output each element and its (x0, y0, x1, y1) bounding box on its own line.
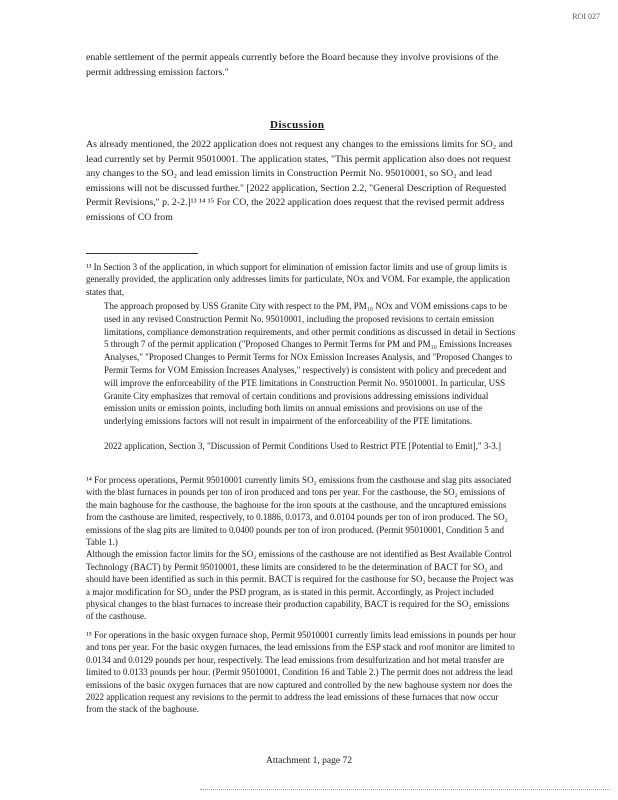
discussion-paragraph (86, 138, 518, 226)
footnote-15 (86, 629, 518, 716)
footnote-divider (86, 253, 198, 254)
document-id: ROI 027 (572, 12, 600, 21)
section-heading: Discussion (270, 119, 325, 131)
footnote-14 (86, 474, 518, 623)
intro-text: enable settlement of the permit appeals currently before the Board because they involve provisions of the permit addressing emission factors." (86, 52, 499, 78)
scan-artifact-line (200, 789, 610, 790)
footnote-14-text: ¹⁴ For process operations, Permit 95010001 currently limits SO₂ emissions from the casthouse and slag pits associated with the blast furnaces in pounds per ton of iron produced and tons per year. For the casthouse, the SO₂ emissions of the main baghouse for the casthouse, the baghouse for the iron spouts at the casthouse, and the uncaptured emissions from the casthouse are limited, respectively, to 0.1886, 0.0173, and 0.0104 pounds per ton of iron produced. The SO₂ emissions of the slag pits are limited to 0.0400 pounds per ton of iron produced. (Permit 95010001, Condition 5 and Table 1.) (86, 475, 512, 548)
page-footer: Attachment 1, page 72 (265, 756, 352, 766)
footnote-13-text: ¹³ In Section 3 of the application, in which support for elimination of emission factor limits and use of group limits is generally provided, the application only addresses limits for particulate, NOx and VOM. For example, the application states that, (86, 262, 510, 297)
quote-citation: 2022 application, Section 3, "Discussion of Permit Conditions Used to Restrict PTE [Potential to Emit]," 3-3.] (104, 441, 502, 451)
block-quote: The approach proposed by USS Granite City with respect to the PM, PM₁₀ NOx and VOM emissions caps to be used in any revised Construction Permit No. 95010001, including the proposed revisions to certain emission limitations, compliance demonstration requirements, and other permit conditions as discussed in detail in Sections 5 through 7 of the permit application ("Proposed Changes to Permit Terms for PM and PM₁₀ Emissions Increases Analyses," "Proposed Changes to Permit Terms for NOx Emission Increases Analysis, and "Proposed Changes to Permit Terms for VOM Emission Increases Analyses," respectively) is consistent with policy and precedent and will improve the enforceability of the PTE limitations in Construction Permit No. 95010001. In particular, USS Granite City emphasizes that removal of certain conditions and provisions addressing emissions individual emission units or emission points, including both limits on annual emissions and provisions on use of the underlying emissions factors will not result in impairment of the enforceability of the PTE limitations. (104, 301, 516, 427)
footnote-13 (86, 261, 518, 298)
discussion-text: As already mentioned, the 2022 application does not request any changes to the emissions limits for SO₂ and lead currently set by Permit 95010001. The application states, "This permit application also does not request any changes to the SO₂ and lead emission limits in Construction Permit No. 95010001, so SO₂ and lead emissions will not be discussed further." [2022 application, Section 2.2, "General Description of Requested Permit Revisions," p. 2-2.]¹³ ¹⁴ ¹⁵ For CO, the 2022 application does request that the revised permit address emissions of CO from (86, 139, 513, 223)
footnote-14-text-2: Although the emission factor limits for the SO₂ emissions of the casthouse are not identified as Best Available Control Technology (BACT) by Permit 95010001, these limits are considered to be the determination of BACT for SO₂ and should have been identified as such in this permit. BACT is required for the casthouse for SO₂ because the Project was a major modification for SO₂ under the PSD program, as is stated in this permit. Accordingly, as Project included physical changes to the blast furnaces to increase their production capability, BACT is required for the SO₂ emissions of the casthouse. (86, 549, 514, 622)
intro-paragraph (86, 51, 518, 80)
footnote-15-text: ¹⁵ For operations in the basic oxygen furnace shop, Permit 95010001 currently limits lead emissions in pounds per hour and tons per year. For the basic oxygen furnaces, the lead emissions from the ESP stack and roof monitor are limited to 0.0134 and 0.0129 pounds per hour, respectively. The lead emissions from desulfurization and hot metal transfer are limited to 0.0133 pounds per hour. (Permit 95010001, Condition 16 and Table 2.) The permit does not address the lead emissions of the basic oxygen furnaces that are now captured and controlled by the new baghouse system nor does the 2022 application request any revisions to the permit to address the lead emissions of these furnaces that now occur from the stack of the baghouse. (86, 630, 517, 715)
